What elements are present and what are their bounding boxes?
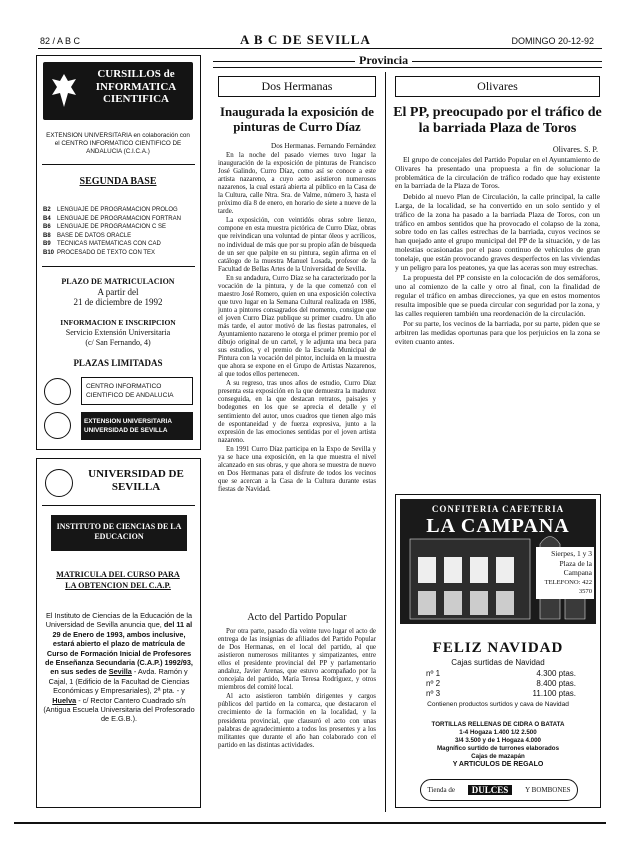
deadline-line-1: A partir del [97, 287, 139, 297]
ad-courses-intro: EXTENSION UNIVERSITARIA en colaboración con el CENTRO INFORMATICO CIENTIFICO DE ANDALUCIA (C.I.C.A.) [46, 132, 190, 155]
deadline-title: PLAZO DE MATRICULACION [61, 277, 175, 286]
header-rule [38, 48, 602, 49]
ad-courses-banner [43, 62, 193, 120]
course-item: B6 LENGUAJE DE PROGRAMACION C SE [43, 224, 167, 230]
bakery-name: LA CAMPANA [426, 515, 570, 537]
article-body-olivares: El grupo de concejales del Partido Popular en el Ayuntamiento de Olivares ha presentado una propuesta a fin de solucionar la problemática de la circulación de tráfico rodado que hay existente en la barriada de la Plaza de Toros. Debido al nuevo Plan de Circulación, la calle principal, la calle Larga, de la localidad, se ha convertido en un solo sentido y el tráfico de la zona ha pasado a la barriada Plaza de Toros, con un tráfico en ambos sentidos que ha provocado el colapso de la zona, sobre todo en las calles estrechas de la barriada, cuyos vecinos se han quejado ante el grupo municipal del PP de la situación, y de las molestias ocasionadas por el paso continuo de vehículos de gran tonelaje, que están provocando graves desperfectos en las viviendas y un peligro para los peatones, ya que las aceras son muy estrechas. La propuesta del PP consiste en la colocación de dos semáforos, uno al comienzo de la calle y otro al final, con la finalidad de regular el tráfico en ambas direcciones, ya que en estos momentos resulta imposible que se pueda circular con seguridad por la zona, y las calles requieren también una reordenación de la circulación. Por su parte, los vecinos de la barriada, por su parte, piden que se arbitren las medidas oportunas para que los perjuicios en la zona se eviten cuanto antes. [395, 156, 600, 346]
tag-dos-hermanas: Dos Hermanas [218, 76, 376, 97]
limited-places: PLAZAS LIMITADAS [73, 358, 163, 368]
university-seal-icon [44, 412, 71, 439]
ad-cap [36, 458, 201, 808]
cica-logo-icon [44, 378, 71, 405]
article-body-partido-popular: Por otra parte, pasado día veinte tuvo lugar el acto de entrega de las insignias de afiliados del Partido Popular de Dos Hermanas, en el local del partido, al que asistieron numerosos militantes y simpatizantes, entre ellos el presidente provincial del PP y parlamentario andaluz, Javier Arenas, que estuvo acompañado por la concejala del partido, María Teresa Rodríguez, y otros miembros del comité local. Al acto asistieron también dirigentes y cargos públicos del partido en la comarca, que destacaron el crecimiento de la formación en la localidad, y la presidenta provincial, que clausuró el acto con unas palabras de agradecimiento a todos los presentes y a los militantes que durante el año han colaborado con el partido en las distintas actividades. [218, 628, 376, 749]
newspaper-section-title: A B C DE SEVILLA [240, 32, 371, 47]
course-item: B4 LENGUAJE DE PROGRAMACION FORTRAN [43, 215, 181, 222]
bakery-note: Contienen productos surtidos y cava de Navidad [427, 701, 569, 708]
price-list [426, 669, 576, 699]
university-name: UNIVERSIDAD DE SEVILLA [88, 468, 184, 493]
byline-dos-hermanas: Dos Hermanas. Fernando Fernández [271, 142, 376, 150]
bakery-footer-banner: Tienda de DULCES Y BOMBONES [420, 779, 578, 801]
page-number: 82 / A B C [40, 36, 81, 46]
ad-bakery [395, 494, 601, 808]
prices-title: Cajas surtidas de Navidad [451, 658, 545, 667]
article-body-dos-hermanas: En la noche del pasado viernes tuvo lugar la inauguración de la exposición de pinturas de Francisco José Galindo, Curro Díaz, como así se conoce a este artista nazareno, a cuyo acto asistieron numerosos nazarenos, la cual estará abierta al público en la Casa de la Cultura, calle Ntra. Sra. de Valme, número 3, hasta el próximo día 8 de enero, en horario de siete a nueve de la tarde. La exposición, con veintidós obras sobre lienzo, compone en esta muestra pictórica de Curro Díaz, obras que reivindican una voluntad de pintar óleos y acrílicos, no individual de más que por su propio afán de búsqueda de un ser que palpite en su pintura, según afirma en el catálogo de la muestra Manuel Losada, profesor de la Facultad de Bellas Artes de la Universidad de Sevilla. En su andadura, Curro Díaz se ha caracterizado por la vocación de la pintura, y de la que comenzó con el maestro José Romero, quien en una exposición colectiva que tuvo lugar en la Semana Cultural realizada en 1986, junto a pintores consagrados del momento, consigue que el joven Curro Díaz publique su primer cuadro. Un año más tarde, el autor motivó de las fiestas patronales, el Ayuntamiento nazareno le otorga el primer premio por el dibujo original de un cartel, y le adjunta una beca para sus estudios, y el premio de la Escuela Municipal de Pintura con la vocación del pintor, incluida en la muestra que ahora se expone en el Grupo de Artistas Nazarenos, al que todos ellos pertenecen. A su regreso, tras unos años de estudio, Curro Díaz presenta esta exposición en la que demuestra la madurez conseguida, en la que destacan retratos, paisajes y bodegones en los que se aprecia el detalle y el sentimiento del autor, unos cuadros que tienen algo más de espontaneidad y de fuerza expresiva, junto a la expresión de las emociones sentidas por el joven artista nazareno. En 1991 Curro Díaz participa en la Expo de Sevilla y ya se hace una exposición, en la que muestra el nivel alcanzado en sus obras, y que ahora se muestra de nuevo en Dos Hermanas para el disfrute de todos los vecinos que se acercan a la Casa de la Cultura durante estas fiestas de Navidad. [218, 152, 376, 493]
cap-body: El Instituto de Ciencias de la Educación de la Universidad de Sevilla anuncia que, del 11 al 29 de Enero de 1993, ambos inclusive, estará abierto el plazo de matrícula de Curso de Formación Inicial de Profesores de Enseñanza Secundaria (C.A.P.) 1992/93, en sus sedes de Sevilla - Avda. Ramón y Cajal, 1 (Edificio de la Facultad de Ciencias Económicas y Empresariales), 2ª pta. - y Huelva - c/ Rector Cantero Cuadrado s/n (Antigua Escuela Universitaria del Profesorado de E.G.B.). [43, 611, 195, 724]
page-header [0, 33, 620, 49]
bakery-illustration [400, 499, 596, 624]
price-row: nº 1 4.300 ptas. [426, 669, 576, 678]
section-provincia: Provincia [355, 53, 412, 68]
course-item: B8 BASE DE DATOS ORACLE [43, 232, 132, 239]
cica-label: CENTRO INFORMATICO CIENTIFICO DE ANDALUCIA [81, 377, 193, 405]
byline-olivares: Olivares. S. P. [552, 145, 598, 154]
info-line-1: Servicio Extensión Universitaria [65, 328, 171, 337]
ad-courses [36, 55, 201, 450]
bakery-address: Sierpes, 1 y 3 Plaza de la Campana TELEFONO: 422 3570 [536, 547, 594, 599]
course-list [43, 206, 195, 257]
course-item: B10 PROCESADO DE TEXTO CON TEX [43, 249, 156, 256]
headline-dos-hermanas: Inaugurada la exposición de pinturas de Curro Díaz [220, 105, 374, 134]
info-title: INFORMACION E INSCRIPCION [60, 318, 176, 327]
cap-heading: MATRICULA DEL CURSO PARA LA OBTENCION DEL C.A.P. [56, 570, 180, 590]
course-item: B9 TECNICAS MATEMATICAS CON CAD [43, 241, 161, 247]
ad-courses-subtitle: SEGUNDA BASE [79, 176, 157, 187]
greeting: FELIZ NAVIDAD [432, 640, 564, 656]
course-item: B2 LENGUAJE DE PROGRAMACION PROLOG [43, 207, 178, 213]
university-seal-icon [45, 469, 73, 497]
issue-date: DOMINGO 20-12-92 [511, 36, 594, 46]
deadline-date: 21 de diciembre de 1992 [73, 297, 163, 307]
info-line-2: (c/ San Fernando, 4) [85, 338, 151, 347]
extension-label: EXTENSION UNIVERSITARIA UNIVERSIDAD DE SEVILLA [81, 412, 193, 440]
tag-olivares: Olivares [395, 76, 600, 97]
bakery-promo: TORTILLAS RELLENAS DE CIDRA O BATATA 1-4 Hogaza 1.400 1/2 2.500 3/4 3.500 y de 1 Hogaza 4.000 Magnífico surtido de turrones elaborados Cajas de mazapán Y ARTICULOS DE REGALO [431, 721, 565, 768]
bakery-name-top: CONFITERIA CAFETERIA [431, 504, 565, 514]
eagle-emblem-icon [49, 71, 79, 111]
price-row: nº 3 11.100 ptas. [426, 689, 576, 698]
headline-olivares: El PP, preocupado por el tráfico de la barriada Plaza de Toros [393, 105, 602, 136]
institute-banner: INSTITUTO DE CIENCIAS DE LA EDUCACION [51, 515, 187, 551]
ad-courses-title: CURSILLOS de INFORMATICA CIENTIFICA [95, 68, 177, 105]
price-row: nº 2 8.400 ptas. [426, 679, 576, 688]
subhead-partido-popular: Acto del Partido Popular [247, 612, 347, 623]
